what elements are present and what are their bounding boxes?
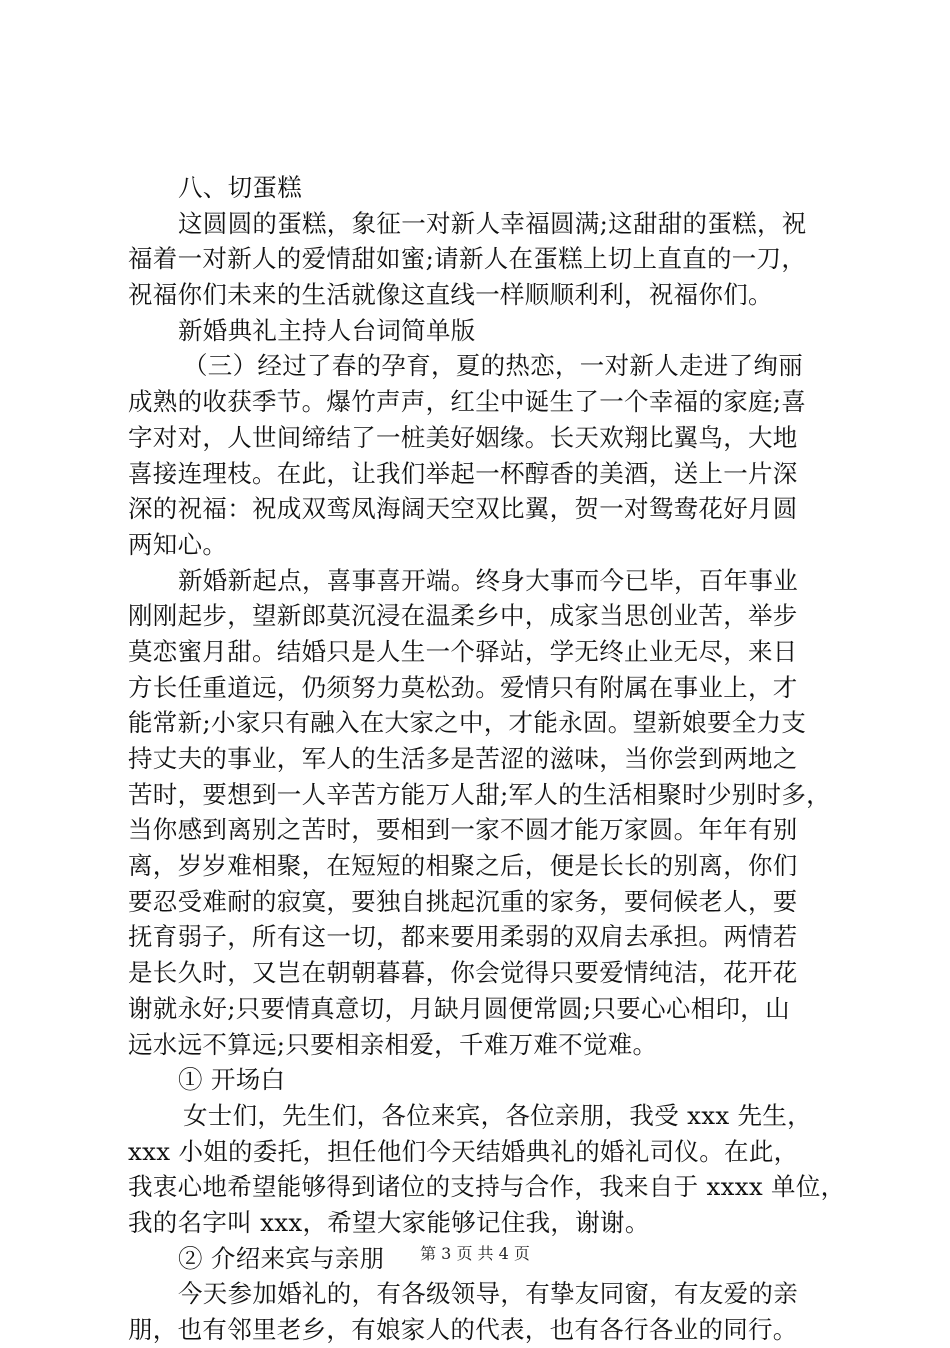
paragraph-line: 要忍受难耐的寂寞，要独自挑起沉重的家务，要伺候老人，要 xyxy=(128,886,798,916)
paragraph-line: 谢就永好;只要情真意切，月缺月圆便常圆;只要心心相印，山 xyxy=(128,993,790,1023)
paragraph-line: xxx 小姐的委托，担任他们今天结婚典礼的婚礼司仪。在此， xyxy=(128,1136,799,1166)
paragraph-line: 新婚新起点，喜事喜开端。终身大事而今已毕，百年事业 xyxy=(178,565,798,595)
paragraph-line: 字对对，人世间缔结了一桩美好姻缘。长天欢翔比翼鸟，大地 xyxy=(128,422,798,452)
paragraph-line: （三）经过了春的孕育，夏的热恋，一对新人走进了绚丽 xyxy=(183,351,803,381)
document-body xyxy=(128,170,846,1348)
paragraph-line: 远水远不算远;只要相亲相爱，千难万难不觉难。 xyxy=(128,1029,658,1059)
paragraph-line: 是长久时，又岂在朝朝暮暮，你会觉得只要爱情纯洁，花开花 xyxy=(128,958,798,988)
section-heading-simple-version: 新婚典礼主持人台词简单版 xyxy=(178,315,476,345)
paragraph-line: 刚刚起步，望新郎莫沉浸在温柔乡中，成家当思创业苦，举步 xyxy=(128,601,798,631)
paragraph-line: 当你感到离别之苦时，要相到一家不圆才能万家圆。年年有别 xyxy=(128,815,798,845)
section-heading-opening: ① 开场白 xyxy=(178,1065,286,1095)
paragraph-line: 离，岁岁难相聚，在短短的相聚之后，便是长长的别离，你们 xyxy=(128,851,798,881)
section-heading-introduce-guests: ② 介绍来宾与亲朋 xyxy=(178,1243,385,1273)
paragraph-line: 深的祝福：祝成双鸾凤海阔天空双比翼，贺一对鸳鸯花好月圆 xyxy=(128,494,798,524)
section-heading-cut-cake: 八、切蛋糕 xyxy=(178,173,302,202)
paragraph-line: 成熟的收获季节。爆竹声声，红尘中诞生了一个幸福的家庭;喜 xyxy=(128,387,807,417)
paragraph-line: 朋，也有邻里老乡，有娘家人的代表，也有各行各业的同行。 xyxy=(128,1315,798,1344)
paragraph-line: 抚育弱子，所有这一切，都来要用柔弱的双肩去承担。两情若 xyxy=(128,922,798,952)
paragraph-line: 祝福你们未来的生活就像这直线一样顺顺利利，祝福你们。 xyxy=(128,280,773,310)
paragraph-line: 两知心。 xyxy=(128,529,228,559)
paragraph-line: 能常新;小家只有融入在大家之中，才能永固。望新娘要全力支 xyxy=(128,708,807,738)
paragraph-line: 这圆圆的蛋糕，象征一对新人幸福圆满;这甜甜的蛋糕，祝 xyxy=(178,208,807,238)
paragraph-line: 我衷心地希望能够得到诸位的支持与合作，我来自于 xxxx 单位， xyxy=(128,1172,846,1202)
paragraph-line: 莫恋蜜月甜。结婚只是人生一个驿站，学无终止业无尽，来日 xyxy=(128,636,798,666)
paragraph-line: 方长任重道远，仍须努力莫松劲。爱情只有附属在事业上，才 xyxy=(128,672,798,702)
paragraph-line: 持丈夫的事业，军人的生活多是苦涩的滋味，当你尝到两地之 xyxy=(128,744,798,773)
paragraph-line: 我的名字叫 xxx，希望大家能够记住我，谢谢。 xyxy=(128,1207,650,1237)
paragraph-line: 今天参加婚礼的，有各级领导，有挚友同窗，有友爱的亲 xyxy=(178,1279,798,1309)
paragraph-line: 喜接连理枝。在此，让我们举起一杯醇香的美酒，送上一片深 xyxy=(128,458,798,488)
paragraph-line: 女士们，先生们，各位来宾，各位亲朋，我受 xxx 先生， xyxy=(183,1100,812,1130)
paragraph-line: 福着一对新人的爱情甜如蜜;请新人在蛋糕上切上直直的一刀， xyxy=(128,244,807,274)
page-number-footer: 第 3 页 共 4 页 xyxy=(420,1244,530,1263)
paragraph-line: 苦时，要想到一人辛苦方能万人甜;军人的生活相聚时少别时多， xyxy=(128,779,831,809)
